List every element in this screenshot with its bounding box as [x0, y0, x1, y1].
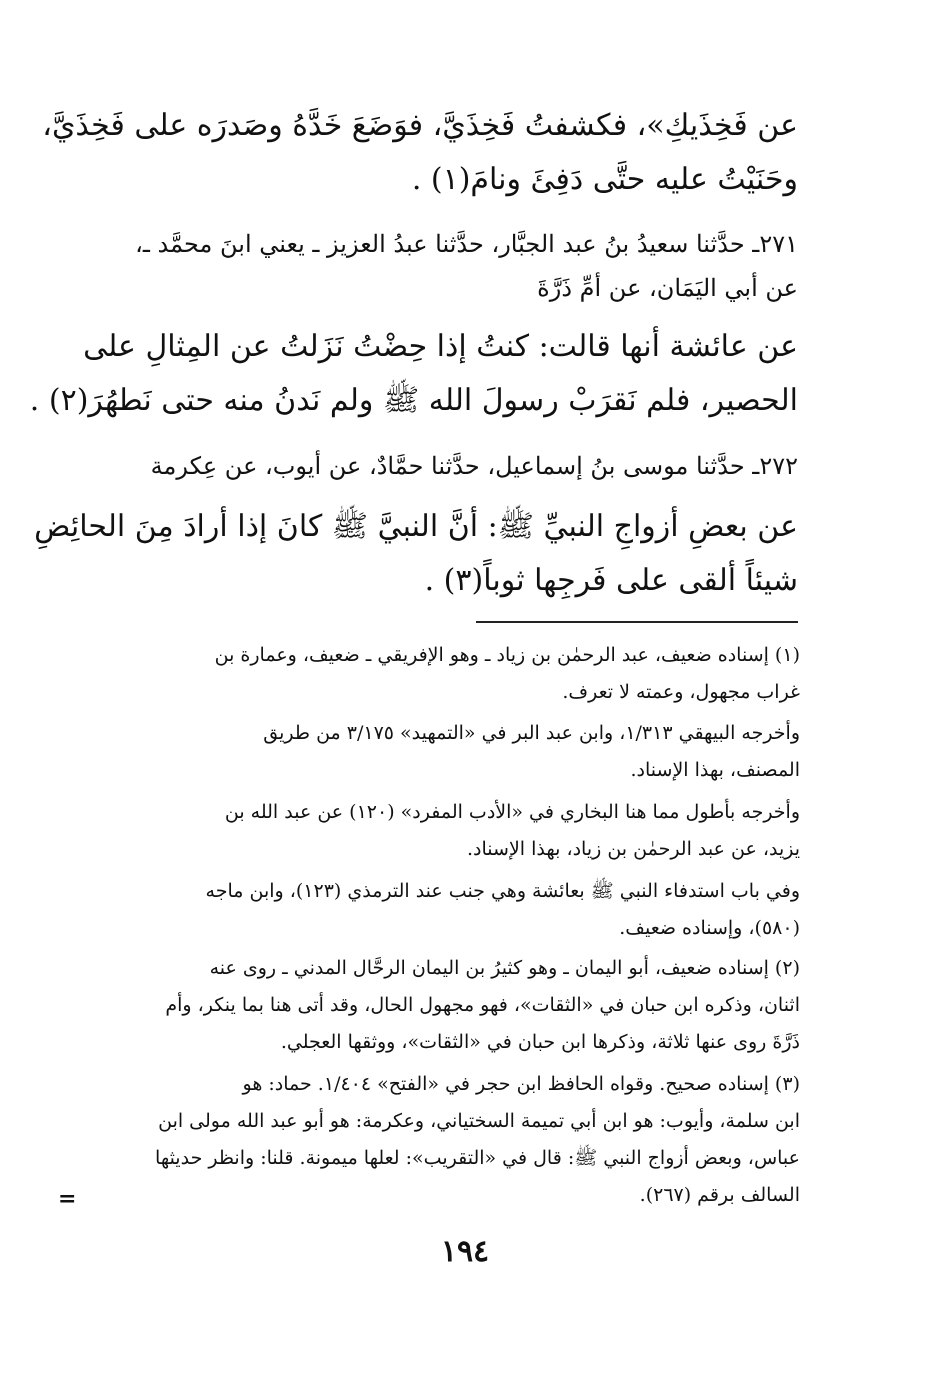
- text-line: عن أبي اليَمَان، عن أمِّ ذَرَّةَ: [537, 274, 798, 302]
- text-line: (٥٨٠)، وإسناده ضعيف.: [619, 917, 800, 939]
- footnote-1-bab: [80, 873, 800, 947]
- text-line: عن فَخِذَيكِ»، فكشفتُ فَخِذَيَّ، فوَضَعَ خَدَّهُ وصَدرَه على فَخِذَيَّ،: [42, 108, 798, 143]
- text-line: اثنان، وذكره ابن حبان في «الثقات»، فهو مجهول الحال، وقد أتى هنا بما ينكر، وأم: [165, 994, 800, 1016]
- isnad-272: [82, 444, 798, 488]
- text-line: غراب مجهول، وعمته لا تعرف.: [562, 681, 800, 703]
- footnote-3: [80, 1066, 800, 1214]
- text-line: شيئاً ألقى على فَرجِها ثوباً(٣) .: [424, 563, 798, 598]
- text-line: السالف برقم (٢٦٧).: [639, 1184, 800, 1206]
- footnote-1-bukhari: [80, 794, 800, 868]
- text-line: ابن سلمة، وأيوب: هو ابن أبي تميمة السختياني، وعكرمة: هو أبو عبد الله مولى ابن: [158, 1110, 800, 1132]
- text-line: وحَنَيْتُ عليه حتَّى دَفِئَ ونامَ(١) .: [411, 162, 798, 197]
- text-line: عباس، وبعض أزواج النبي ﷺ: قال في «التقريب»: لعلها ميمونة. قلنا: وانظر حديثها: [155, 1147, 800, 1169]
- footnote-2: [80, 950, 800, 1061]
- text-line: (٣) إسناده صحيح. وقواه الحافظ ابن حجر في «الفتح» ١/٤٠٤. حماد: هو: [242, 1073, 800, 1095]
- text-line: ذَرَّةَ روى عنها ثلاثة، وذكرها ابن حبان في «الثقات»، ووثقها العجلي.: [280, 1031, 800, 1053]
- text-line: (٢) إسناده ضعيف، أبو اليمان ـ وهو كثيرُ بن اليمان الرحَّال المدني ـ روى عنه: [209, 957, 800, 979]
- footnote-1: [80, 637, 800, 711]
- text-line: ٢٧١ـ حدَّثنا سعيدُ بنُ عبد الجبَّار، حدَّثنا عبدُ العزيز ـ يعني ابنَ محمَّد ـ،: [135, 230, 798, 258]
- text-line: الحصير، فلم نَقرَبْ رسولَ الله ﷺ ولم نَدنُ منه حتى نَطهُرَ(٢) .: [29, 383, 798, 418]
- text-line: (١) إسناده ضعيف، عبد الرحمٰن بن زياد ـ وهو الإفريقي ـ ضعيف، وعمارة بن: [214, 644, 800, 666]
- hadith-271-text: [29, 320, 798, 428]
- hadith-270-ending: [42, 99, 798, 207]
- page-number: ١٩٤: [440, 1234, 490, 1269]
- text-line: عن عائشة أنها قالت: كنتُ إذا حِضْتُ نَزَلتُ عن المِثالِ على: [83, 329, 798, 364]
- text-line: ٢٧٢ـ حدَّثنا موسى بنُ إسماعيل، حدَّثنا حمَّادٌ، عن أيوب، عن عِكرمة: [150, 452, 798, 480]
- isnad-271: [82, 222, 798, 310]
- text-line: المصنف، بهذا الإسناد.: [630, 759, 800, 781]
- hadith-272-text: [34, 500, 798, 608]
- text-line: عن بعضِ أزواجِ النبيِّ ﷺ: أنَّ النبيَّ ﷺ كانَ إذا أرادَ مِنَ الحائِضِ: [34, 509, 798, 544]
- text-line: وأخرجه البيهقي ١/٣١٣، وابن عبد البر في «التمهيد» ٣/١٧٥ من طريق: [263, 722, 800, 744]
- continuation-mark: =: [58, 1186, 77, 1212]
- text-line: وفي باب استدفاء النبي ﷺ بعائشة وهي جنب عند الترمذي (١٢٣)، وابن ماجه: [205, 880, 800, 902]
- text-line: وأخرجه بأطول مما هنا البخاري في «الأدب المفرد» (١٢٠) عن عبد الله بن: [224, 801, 800, 823]
- footnote-1-takhrij: [80, 715, 800, 789]
- footnote-separator: [476, 621, 798, 623]
- text-line: يزيد، عن عبد الرحمٰن بن زياد، بهذا الإسناد.: [467, 838, 800, 860]
